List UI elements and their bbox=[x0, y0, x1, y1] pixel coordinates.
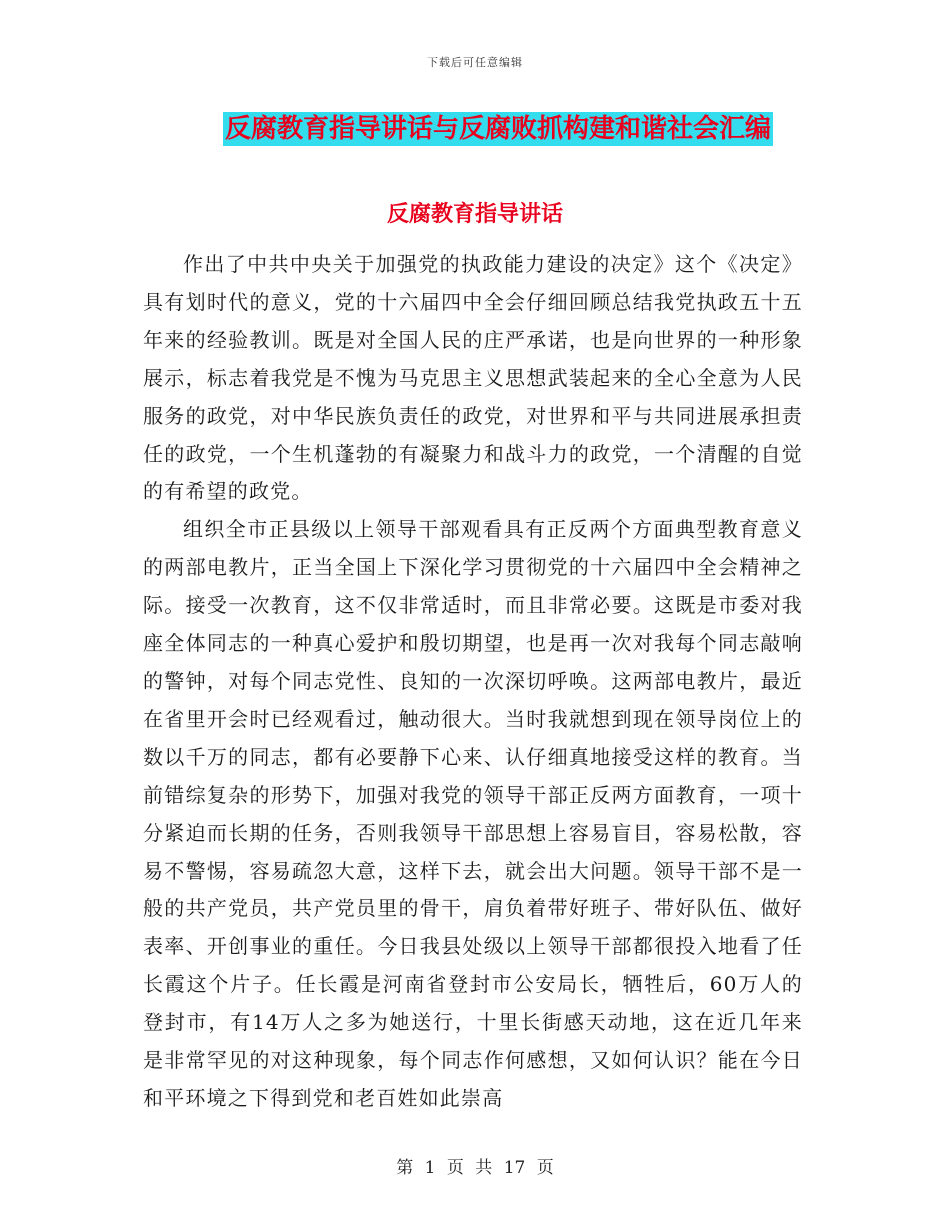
paragraph-1: 作出了中共中央关于加强党的执政能力建设的决定》这个《决定》具有划时代的意义，党的十六届四中全会仔细回顾总结我党执政五十五年来的经验教训。既是对全国人民的庄严承诺，也是向世界的一种形象展示，标志着我党是不愧为马克思主义思想武装起来的全心全意为人民服务的政党，对中华民族负责任的政党，对世界和平与共同进展承担责任的政党，一个生机蓬勃的有凝聚力和战斗力的政党，一个清醒的自觉的有希望的政党。 bbox=[143, 252, 803, 504]
document-title-container bbox=[0, 112, 950, 146]
section-title: 反腐教育指导讲话 bbox=[386, 202, 563, 227]
paragraph-2: 组织全市正县级以上领导干部观看具有正反两个方面典型教育意义的两部电教片，正当全国上下深化学习贯彻党的十六届四中全会精神之际。接受一次教育，这不仅非常适时，而且非常必要。这既是市委对我座全体同志的一种真心爱护和殷切期望，也是再一次对我每个同志敲响的警钟，对每个同志党性、良知的一次深切呼唤。这两部电教片，最近在省里开会时已经观看过，触动很大。当时我就想到现在领导岗位上的数以千万的同志，都有必要静下心来、认仔细真地接受这样的教育。当前错综复杂的形势下，加强对我党的领导干部正反两方面教育，一项十分紧迫而长期的任务，否则我领导干部思想上容易盲目，容易松散，容易不警惕，容易疏忽大意，这样下去，就会出大问题。领导干部不是一般的共产党员，共产党员里的骨干，肩负着带好班子、带好队伍、做好表率、开创事业的重任。今日我县处级以上领导干部都很投入地看了任长霞这个片子。任长霞是河南省登封市公安局长，牺牲后，60万人的登封市，有14万人之多为她送行，十里长街感天动地，这在近几年来是非常罕见的对这种现象，每个同志作何感想，又如何认识？能在今日和平环境之下得到党和老百姓如此崇高 bbox=[143, 517, 803, 1110]
document-title: 反腐教育指导讲话与反腐败抓构建和谐社会汇编 bbox=[224, 114, 771, 144]
page-number: 第 1 页 共 17 页 bbox=[396, 1158, 554, 1178]
header-note: 下载后可任意编辑 bbox=[427, 56, 523, 69]
body-text bbox=[143, 246, 803, 1118]
